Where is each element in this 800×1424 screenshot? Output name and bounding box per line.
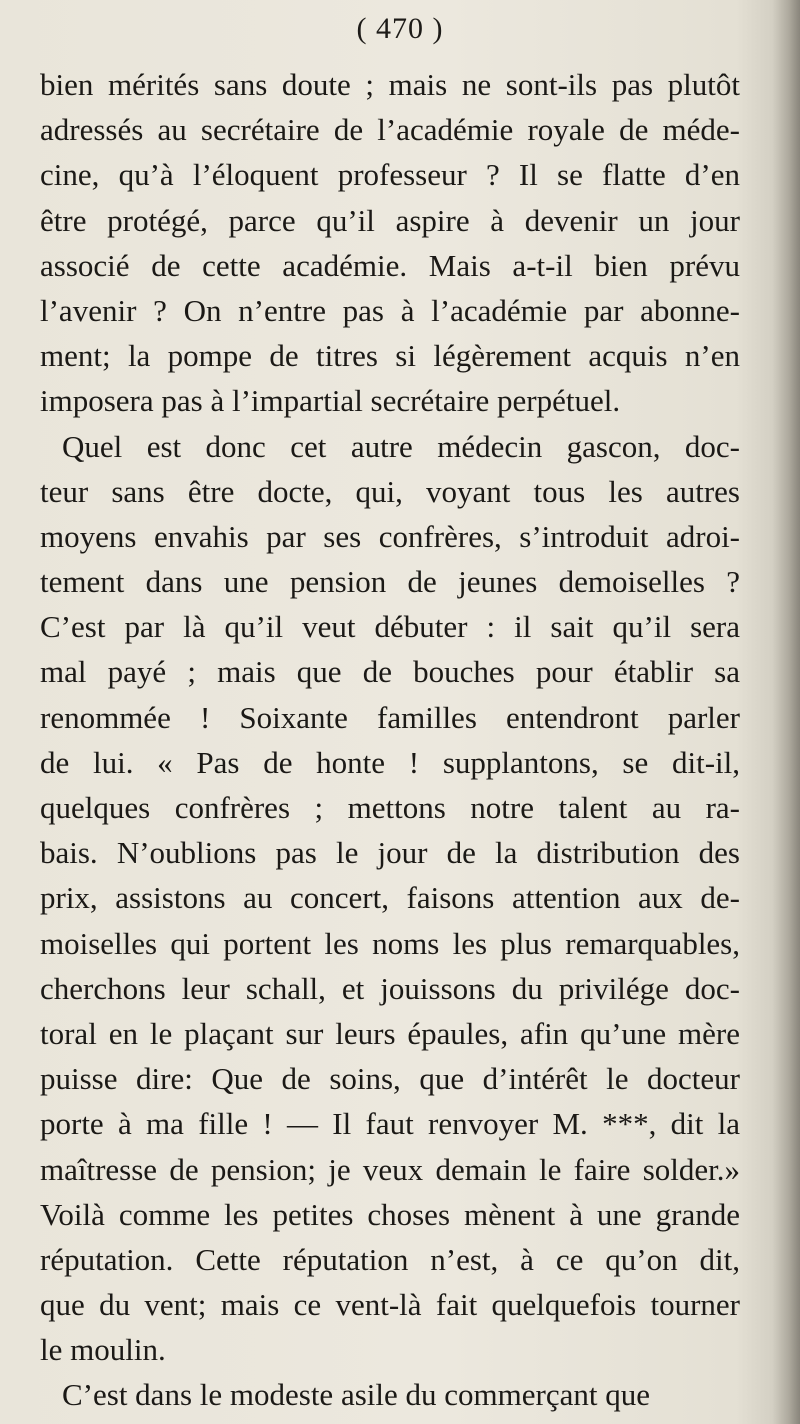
text-line: prix, assistons au concert, faisons attention aux de- bbox=[40, 880, 740, 916]
text-line: toral en le plaçant sur leurs épaules, afin qu’une mère bbox=[40, 1015, 740, 1051]
text-line: cine, qu’à l’éloquent professeur ? Il se flatte d’en bbox=[40, 157, 740, 193]
page-edge-shadow bbox=[772, 0, 800, 1424]
text-line: que du vent; mais ce vent-là fait quelquefois tourner bbox=[40, 1287, 740, 1323]
text-line: de lui. « Pas de honte ! supplantons, se dit-il, bbox=[40, 744, 740, 780]
text-line: le moulin. bbox=[40, 1332, 166, 1368]
text-line: imposera pas à l’impartial secrétaire perpétuel. bbox=[40, 383, 621, 419]
text-line: cherchons leur schall, et jouissons du privilége doc- bbox=[40, 970, 740, 1006]
text-line: quelques confrères ; mettons notre talent au ra- bbox=[40, 790, 740, 825]
text-line: C’est dans le modeste asile du commerçant que bbox=[62, 1377, 650, 1413]
text-line: mal payé ; mais que de bouches pour établir sa bbox=[40, 654, 740, 690]
text-line: Quel est donc cet autre médecin gascon, doc- bbox=[62, 428, 740, 464]
page-number: ( 470 ) bbox=[356, 12, 444, 45]
text-line: puisse dire: Que de soins, que d’intérêt le docteur bbox=[40, 1061, 740, 1097]
text-line: renommée ! Soixante familles entendront parler bbox=[40, 699, 740, 735]
text-line: moiselles qui portent les noms les plus remarquables, bbox=[40, 925, 740, 961]
text-line: porte à ma fille ! — Il faut renvoyer M. ***, dit la bbox=[40, 1106, 740, 1142]
text-line: ment; la pompe de titres si légèrement acquis n’en bbox=[40, 338, 740, 374]
text-line: maîtresse de pension; je veux demain le faire solder.» bbox=[40, 1151, 740, 1187]
text-line: bien mérités sans doute ; mais ne sont-ils pas plutôt bbox=[40, 67, 740, 102]
text-line: bais. N’oublions pas le jour de la distribution des bbox=[40, 835, 740, 871]
text-line: l’avenir ? On n’entre pas à l’académie par abonne- bbox=[40, 292, 740, 328]
body-text bbox=[40, 62, 740, 1418]
text-line: tement dans une pension de jeunes demoiselles ? bbox=[40, 564, 740, 600]
text-line: réputation. Cette réputation n’est, à ce qu’on dit, bbox=[40, 1241, 740, 1277]
text-line: Voilà comme les petites choses mènent à une grande bbox=[40, 1196, 740, 1232]
text-line: teur sans être docte, qui, voyant tous les autres bbox=[40, 473, 740, 509]
text-line: moyens envahis par ses confrères, s’introduit adroi- bbox=[40, 518, 740, 554]
text-line: associé de cette académie. Mais a-t-il bien prévu bbox=[40, 247, 740, 283]
text-line: adressés au secrétaire de l’académie royale de méde- bbox=[40, 112, 740, 148]
text-line: être protégé, parce qu’il aspire à devenir un jour bbox=[40, 202, 740, 238]
text-line: C’est par là qu’il veut débuter : il sait qu’il sera bbox=[40, 609, 740, 645]
